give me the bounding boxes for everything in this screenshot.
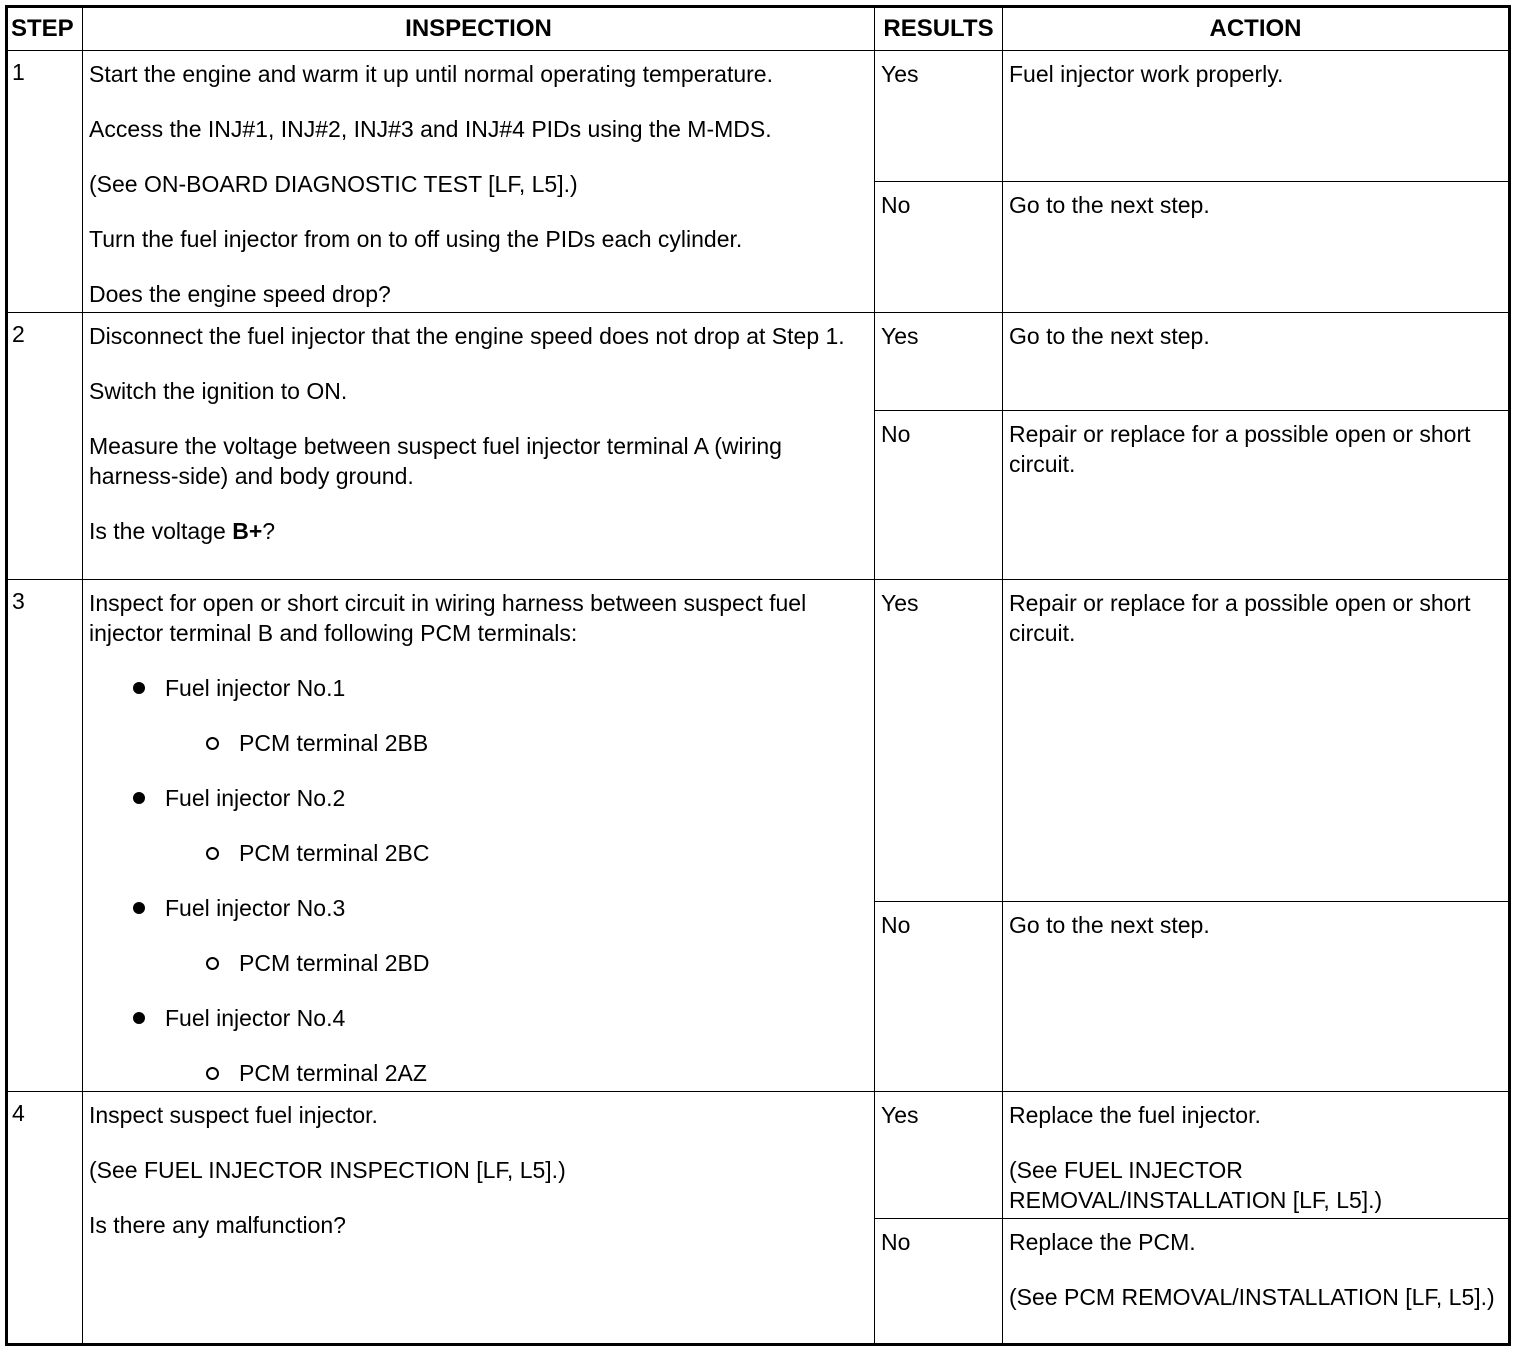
header-results: RESULTS — [875, 7, 1003, 51]
step-4-inspection — [83, 1092, 875, 1345]
step-3-inspection — [83, 580, 875, 1092]
step-2-action-yes: Go to the next step. — [1003, 313, 1510, 411]
step-3-row-yes — [7, 580, 1510, 902]
step-2-result-no: No — [875, 411, 1003, 580]
step-1-action-yes: Fuel injector work properly. — [1003, 51, 1510, 182]
sub-bullet-item — [89, 1058, 870, 1088]
bullet-list-item — [89, 1003, 870, 1033]
step-1-question: Does the engine speed drop? — [89, 281, 391, 307]
injector-label: Fuel injector No.2 — [165, 785, 346, 811]
step-1-inspection — [83, 51, 875, 313]
injector-label: Fuel injector No.3 — [165, 895, 346, 921]
pcm-terminal-label: PCM terminal 2AZ — [239, 1060, 427, 1086]
step-4-action-no-text: Replace the PCM. — [1009, 1229, 1196, 1255]
step-3-result-no: No — [875, 902, 1003, 1092]
step-4-action-yes — [1003, 1092, 1510, 1219]
step-4-text: (See FUEL INJECTOR INSPECTION [LF, L5].) — [89, 1157, 566, 1183]
sub-bullet-item — [89, 728, 870, 758]
step-4-action-no-ref: (See PCM REMOVAL/INSTALLATION [LF, L5].) — [1009, 1284, 1495, 1310]
step-3-intro: Inspect for open or short circuit in wiring harness between suspect fuel injector terminal B and following PCM terminals: — [89, 590, 807, 646]
step-2-result-yes: Yes — [875, 313, 1003, 411]
header-step: STEP — [7, 7, 83, 51]
step-2-row-yes — [7, 313, 1510, 411]
step-4-result-yes: Yes — [875, 1092, 1003, 1219]
step-2-question — [89, 516, 870, 546]
step-4-action-yes-text: Replace the fuel injector. — [1009, 1102, 1261, 1128]
step-2-question-prefix: Is the voltage — [89, 518, 233, 544]
header-inspection: INSPECTION — [83, 7, 875, 51]
step-4-action-no — [1003, 1219, 1510, 1345]
step-1-text: Start the engine and warm it up until normal operating temperature. — [89, 61, 773, 87]
step-4-question: Is there any malfunction? — [89, 1212, 346, 1238]
step-2-text: Switch the ignition to ON. — [89, 378, 348, 404]
pcm-terminal-label: PCM terminal 2BB — [239, 730, 429, 756]
step-2-inspection — [83, 313, 875, 580]
step-4-action-yes-ref: (See FUEL INJECTOR REMOVAL/INSTALLATION [LF, L5].) — [1009, 1157, 1383, 1213]
sub-bullet-item — [89, 948, 870, 978]
injector-label: Fuel injector No.4 — [165, 1005, 346, 1031]
step-4-number: 4 — [7, 1092, 83, 1345]
step-4-text: Inspect suspect fuel injector. — [89, 1102, 378, 1128]
sub-bullet-item — [89, 838, 870, 868]
step-1-row-yes — [7, 51, 1510, 182]
step-1-number: 1 — [7, 51, 83, 313]
bullet-list-item — [89, 673, 870, 703]
injector-label: Fuel injector No.1 — [165, 675, 346, 701]
bullet-list-item — [89, 893, 870, 923]
step-2-text: Measure the voltage between suspect fuel injector terminal A (wiring harness-side) and body ground. — [89, 433, 782, 489]
step-3-number: 3 — [7, 580, 83, 1092]
pcm-terminal-label: PCM terminal 2BC — [239, 840, 430, 866]
step-4-row-yes — [7, 1092, 1510, 1219]
step-2-question-suffix: ? — [262, 518, 276, 544]
step-2-number: 2 — [7, 313, 83, 580]
step-1-text: Access the INJ#1, INJ#2, INJ#3 and INJ#4 PIDs using the M-MDS. — [89, 116, 772, 142]
step-2-action-no: Repair or replace for a possible open or short circuit. — [1003, 411, 1510, 580]
pcm-terminal-label: PCM terminal 2BD — [239, 950, 430, 976]
step-1-result-yes: Yes — [875, 51, 1003, 182]
step-1-text: Turn the fuel injector from on to off using the PIDs each cylinder. — [89, 226, 743, 252]
step-1-result-no: No — [875, 182, 1003, 313]
step-2-text: Disconnect the fuel injector that the engine speed does not drop at Step 1. — [89, 323, 845, 349]
step-3-result-yes: Yes — [875, 580, 1003, 902]
diagnostic-table — [5, 5, 1511, 1346]
step-1-action-no: Go to the next step. — [1003, 182, 1510, 313]
bullet-list-item — [89, 783, 870, 813]
header-action: ACTION — [1003, 7, 1510, 51]
step-4-result-no: No — [875, 1219, 1003, 1345]
step-1-text: (See ON-BOARD DIAGNOSTIC TEST [LF, L5].) — [89, 171, 578, 197]
step-3-action-yes: Repair or replace for a possible open or short circuit. — [1003, 580, 1510, 902]
header-row — [7, 7, 1510, 51]
step-3-action-no: Go to the next step. — [1003, 902, 1510, 1092]
step-2-question-bold: B+ — [232, 518, 263, 544]
